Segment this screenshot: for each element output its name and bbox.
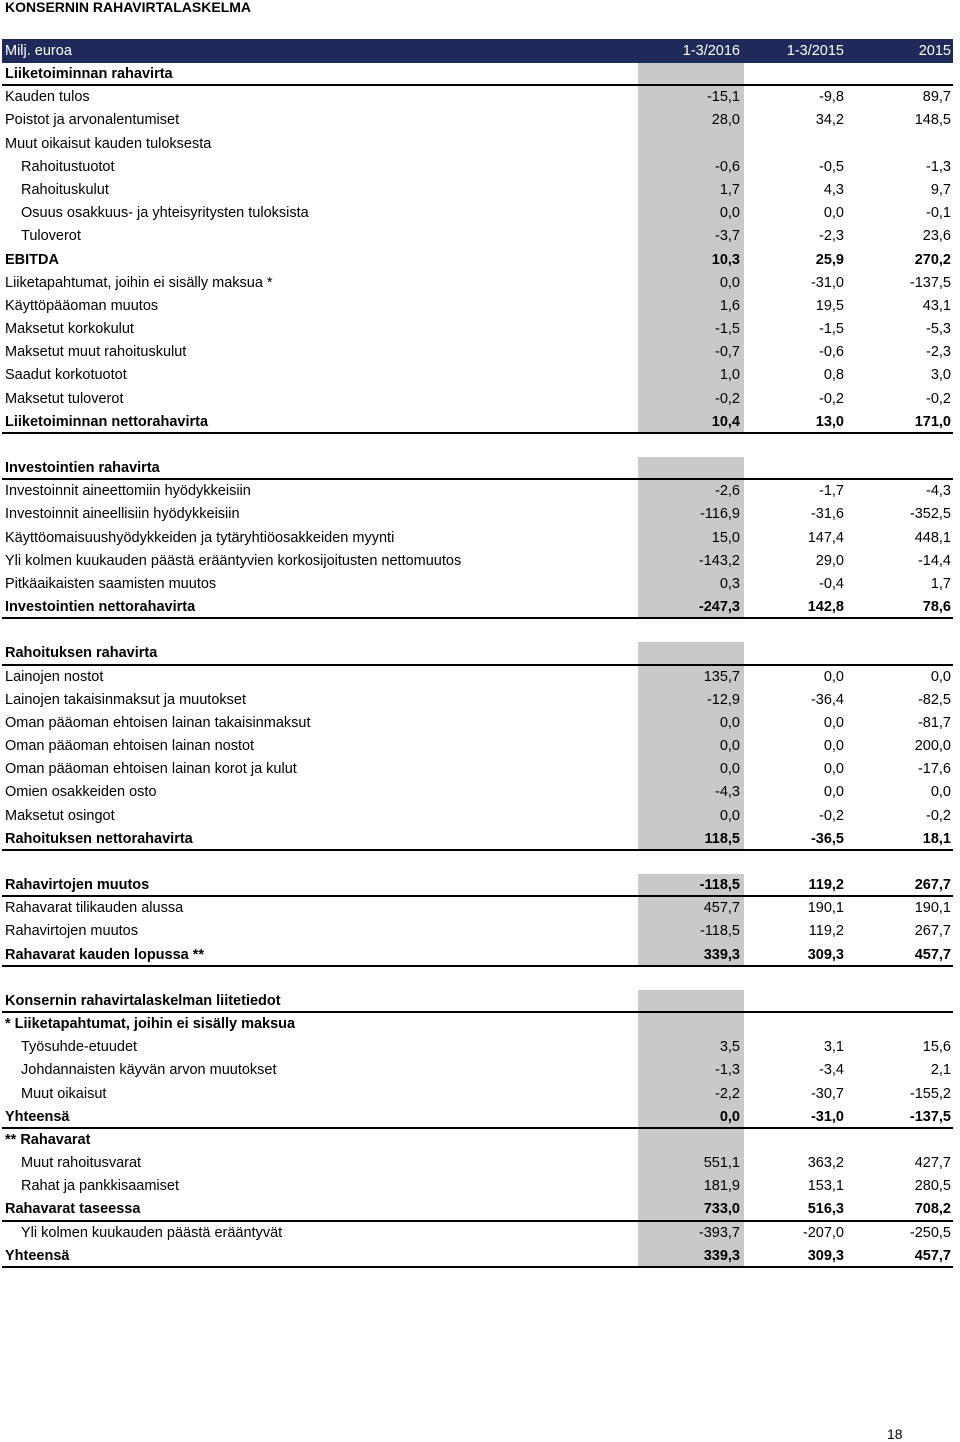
spacer-row — [2, 967, 953, 990]
row-label: Liiketapahtumat, joihin ei sisälly maksua * — [5, 274, 273, 291]
value-2015: 267,7 — [914, 877, 951, 893]
value-q1-2015: -0,2 — [819, 807, 844, 824]
value-q1-2016: 0,3 — [719, 575, 740, 592]
value-q1-2015: 0,0 — [823, 668, 844, 685]
row-label: Oman pääoman ehtoisen lainan nostot — [5, 738, 255, 755]
unit-label: Milj. euroa — [5, 43, 72, 59]
value-2015: -137,5 — [909, 274, 951, 291]
table-row — [2, 527, 953, 550]
value-q1-2015: 363,2 — [807, 1155, 844, 1172]
value-2015: -17,6 — [917, 761, 951, 778]
table-row — [2, 689, 953, 712]
row-label: Muut rahoitusvarat — [21, 1155, 142, 1172]
value-q1-2016: 118,5 — [704, 830, 740, 847]
value-2015: 427,7 — [914, 1155, 951, 1172]
row-label: Yli kolmen kuukauden päästä erääntyvien korkosijoitusten nettomuutos — [5, 552, 462, 569]
page-title: KONSERNIN RAHAVIRTALASKELMA — [5, 0, 252, 15]
value-q1-2016: -0,7 — [715, 344, 740, 361]
table-row — [2, 596, 953, 619]
value-2015: 448,1 — [914, 529, 951, 546]
value-2015: -5,3 — [926, 321, 951, 338]
value-q1-2015: -36,5 — [810, 830, 844, 847]
value-q1-2015: 19,5 — [815, 297, 844, 314]
value-2015: 9,7 — [930, 181, 951, 198]
table-row — [2, 179, 953, 202]
value-q1-2015: -1,5 — [819, 321, 844, 338]
value-2015: 23,6 — [922, 228, 951, 245]
value-q1-2016: 28,0 — [711, 112, 740, 129]
value-q1-2015: 119,2 — [808, 877, 844, 893]
table-row — [2, 1245, 953, 1268]
value-q1-2015: 147,4 — [807, 529, 844, 546]
value-q1-2016: -247,3 — [698, 599, 740, 616]
row-label: Yhteensä — [5, 1108, 70, 1125]
value-2015: -81,7 — [917, 714, 951, 731]
table-row — [2, 874, 953, 897]
row-label: * Liiketapahtumat, joihin ei sisälly maksua — [5, 1015, 296, 1032]
value-q1-2016: -15,1 — [706, 89, 740, 106]
value-q1-2015: -207,0 — [802, 1224, 844, 1241]
value-q1-2016: 135,7 — [703, 668, 740, 685]
row-label: Työsuhde-etuudet — [21, 1039, 138, 1056]
value-q1-2016: -118,5 — [699, 923, 740, 940]
value-q1-2016: 0,0 — [719, 714, 740, 731]
table-row — [2, 249, 953, 272]
row-label: Oman pääoman ehtoisen lainan takaisinmaksut — [5, 714, 311, 731]
value-2015: 270,2 — [914, 251, 951, 268]
value-q1-2015: 0,0 — [823, 738, 844, 755]
value-q1-2015: -0,4 — [819, 575, 844, 592]
row-label: Muut oikaisut kauden tuloksesta — [5, 135, 212, 152]
table-row — [2, 225, 953, 248]
table-row — [2, 1013, 953, 1036]
value-2015: 708,2 — [914, 1201, 951, 1218]
value-q1-2016: 1,7 — [719, 181, 740, 198]
value-2015: 0,0 — [930, 668, 951, 685]
value-q1-2015: -3,4 — [819, 1062, 844, 1079]
value-2015: 2,1 — [930, 1062, 951, 1079]
value-q1-2015: 516,3 — [807, 1201, 844, 1218]
table-row — [2, 364, 953, 387]
row-label: Rahoitustuotot — [21, 158, 115, 175]
row-label: Rahavirtojen muutos — [5, 877, 150, 893]
table-row — [2, 642, 953, 665]
row-label: Rahoituksen rahavirta — [5, 645, 158, 662]
table-row — [2, 202, 953, 225]
row-label: Maksetut muut rahoituskulut — [5, 344, 187, 361]
column-header-2015: 2015 — [918, 43, 951, 59]
table-row — [2, 1129, 953, 1152]
value-q1-2016: 0,0 — [719, 807, 740, 824]
value-q1-2015: -2,3 — [819, 228, 844, 245]
table-row — [2, 272, 953, 295]
table-row — [2, 805, 953, 828]
value-q1-2016: 457,7 — [703, 900, 740, 917]
row-label: Lainojen nostot — [5, 668, 104, 685]
value-q1-2016: 339,3 — [703, 946, 740, 963]
value-2015: -0,2 — [926, 807, 951, 824]
row-label: Yhteensä — [5, 1247, 70, 1264]
value-q1-2016: 0,0 — [719, 738, 740, 755]
value-q1-2016: 10,3 — [711, 251, 740, 268]
value-q1-2016: 733,0 — [703, 1201, 740, 1218]
row-label: Lainojen takaisinmaksut ja muutokset — [5, 691, 246, 708]
table-row — [2, 1036, 953, 1059]
value-2015: -0,2 — [926, 390, 951, 407]
value-2015: 267,7 — [914, 923, 951, 940]
value-q1-2016: -2,6 — [715, 483, 740, 500]
row-label: Rahoituskulut — [21, 181, 109, 198]
row-label: Investointien nettorahavirta — [5, 599, 196, 616]
spacer-row — [2, 619, 953, 642]
value-q1-2015: 153,1 — [807, 1178, 844, 1195]
row-label: Investointien rahavirta — [5, 460, 160, 476]
table-row — [2, 1059, 953, 1082]
value-2015: -2,3 — [926, 344, 951, 361]
page-number: 18 — [887, 1426, 903, 1442]
value-2015: 1,7 — [930, 575, 951, 592]
table-row — [2, 1175, 953, 1198]
table-row — [2, 133, 953, 156]
table-row — [2, 735, 953, 758]
row-label: Maksetut korkokulut — [5, 321, 134, 338]
table-row — [2, 109, 953, 132]
value-q1-2016: 0,0 — [719, 205, 740, 222]
value-q1-2015: 0,0 — [823, 714, 844, 731]
table-row — [2, 897, 953, 920]
value-q1-2016: -0,6 — [715, 158, 740, 175]
value-q1-2015: -31,6 — [810, 506, 844, 523]
table-row — [2, 457, 953, 480]
value-2015: -1,3 — [926, 158, 951, 175]
value-2015: -0,1 — [926, 205, 951, 222]
row-label: EBITDA — [5, 251, 59, 268]
row-label: Poistot ja arvonalentumiset — [5, 112, 180, 129]
row-label: Investoinnit aineellisiin hyödykkeisiin — [5, 506, 240, 523]
value-2015: 148,5 — [914, 112, 951, 129]
value-q1-2015: 190,1 — [807, 900, 844, 917]
row-label: Maksetut osingot — [5, 807, 115, 824]
value-2015: 190,1 — [914, 900, 951, 917]
table-row — [2, 712, 953, 735]
value-2015: -82,5 — [917, 691, 951, 708]
value-2015: 3,0 — [930, 367, 951, 384]
row-label: Liiketoiminnan rahavirta — [5, 66, 173, 82]
spacer-row — [2, 434, 953, 457]
value-q1-2015: -1,7 — [819, 483, 844, 500]
value-q1-2016: -3,7 — [715, 228, 740, 245]
value-2015: 18,1 — [922, 830, 951, 847]
row-label: Rahoituksen nettorahavirta — [5, 830, 193, 847]
value-2015: 200,0 — [914, 738, 951, 755]
row-label: Rahat ja pankkisaamiset — [21, 1178, 179, 1195]
value-q1-2015: 309,3 — [807, 946, 844, 963]
row-label: ** Rahavarat — [5, 1131, 91, 1148]
table-row — [2, 781, 953, 804]
value-2015: -14,4 — [917, 552, 951, 569]
table-row — [2, 1222, 953, 1245]
row-label: Käyttöpääoman muutos — [5, 297, 159, 314]
row-label: Muut oikaisut — [21, 1085, 107, 1102]
table-header-row — [2, 39, 953, 63]
row-label: Liiketoiminnan nettorahavirta — [5, 413, 209, 430]
row-label: Rahavarat taseessa — [5, 1201, 141, 1218]
value-q1-2016: 0,0 — [719, 761, 740, 778]
value-q1-2015: 0,8 — [823, 367, 844, 384]
value-q1-2016: -143,2 — [698, 552, 740, 569]
value-q1-2016: -1,3 — [715, 1062, 740, 1079]
value-q1-2015: -0,5 — [819, 158, 844, 175]
table-row — [2, 63, 953, 86]
row-label: Omien osakkeiden osto — [5, 784, 157, 801]
value-2015: 171,0 — [914, 413, 951, 430]
value-q1-2016: -118,5 — [699, 877, 740, 893]
value-q1-2015: -0,2 — [819, 390, 844, 407]
value-2015: -137,5 — [909, 1108, 951, 1125]
row-label: Johdannaisten käyvän arvon muutokset — [21, 1062, 277, 1079]
table-row — [2, 341, 953, 364]
value-q1-2016: 10,4 — [711, 413, 740, 430]
value-q1-2015: 4,3 — [823, 181, 844, 198]
table-row — [2, 666, 953, 689]
value-q1-2015: -30,7 — [810, 1085, 844, 1102]
value-2015: 89,7 — [922, 89, 951, 106]
table-row — [2, 295, 953, 318]
row-label: Rahavarat kauden lopussa ** — [5, 946, 205, 963]
table-row — [2, 920, 953, 943]
table-row — [2, 86, 953, 109]
value-q1-2016: 3,5 — [719, 1039, 740, 1056]
value-q1-2015: 119,2 — [808, 923, 844, 940]
value-2015: 0,0 — [930, 784, 951, 801]
value-q1-2015: 3,1 — [823, 1039, 844, 1056]
value-q1-2016: -12,9 — [706, 691, 740, 708]
row-label: Saadut korkotuotot — [5, 367, 127, 384]
table-row — [2, 990, 953, 1013]
row-label: Rahavirtojen muutos — [5, 923, 138, 940]
row-label: Tuloverot — [21, 228, 81, 245]
value-2015: -4,3 — [926, 483, 951, 500]
value-q1-2015: -31,0 — [810, 1108, 844, 1125]
table-row — [2, 1106, 953, 1129]
value-q1-2015: 13,0 — [815, 413, 844, 430]
spacer-row — [2, 851, 953, 874]
value-q1-2016: -0,2 — [715, 390, 740, 407]
value-2015: 78,6 — [922, 599, 951, 616]
value-q1-2015: 25,9 — [815, 251, 844, 268]
row-label: Osuus osakkuus- ja yhteisyritysten tuloksista — [21, 205, 309, 222]
value-2015: 457,7 — [914, 1247, 951, 1264]
table-row — [2, 388, 953, 411]
row-label: Maksetut tuloverot — [5, 390, 124, 407]
row-label: Rahavarat tilikauden alussa — [5, 900, 184, 917]
table-row — [2, 573, 953, 596]
value-2015: 280,5 — [914, 1178, 951, 1195]
table-row — [2, 758, 953, 781]
table-row — [2, 944, 953, 967]
row-label: Investoinnit aineettomiin hyödykkeisiin — [5, 483, 251, 500]
value-q1-2016: 551,1 — [703, 1155, 740, 1172]
value-q1-2016: -1,5 — [715, 321, 740, 338]
value-q1-2016: -116,9 — [699, 506, 740, 523]
row-label: Oman pääoman ehtoisen lainan korot ja kulut — [5, 761, 297, 778]
value-q1-2016: -2,2 — [715, 1085, 740, 1102]
table-row — [2, 550, 953, 573]
row-label: Pitkäaikaisten saamisten muutos — [5, 575, 217, 592]
row-label: Käyttöomaisuushyödykkeiden ja tytäryhtiöosakkeiden myynti — [5, 529, 395, 546]
value-2015: -352,5 — [909, 506, 951, 523]
cash-flow-table — [2, 39, 953, 1268]
value-2015: 43,1 — [922, 297, 951, 314]
value-q1-2015: -9,8 — [819, 89, 844, 106]
column-header-q1-2015: 1-3/2015 — [786, 43, 844, 59]
value-q1-2015: 0,0 — [823, 784, 844, 801]
value-q1-2016: 181,9 — [703, 1178, 740, 1195]
value-q1-2016: 0,0 — [719, 1108, 740, 1125]
value-q1-2015: -31,0 — [810, 274, 844, 291]
value-q1-2016: 0,0 — [719, 274, 740, 291]
row-label: Kauden tulos — [5, 89, 90, 106]
table-row — [2, 1198, 953, 1221]
row-label: Konsernin rahavirtalaskelman liitetiedot — [5, 992, 281, 1009]
value-q1-2015: 29,0 — [815, 552, 844, 569]
value-q1-2016: -4,3 — [715, 784, 740, 801]
value-2015: -155,2 — [909, 1085, 951, 1102]
value-q1-2015: 0,0 — [823, 761, 844, 778]
table-row — [2, 1083, 953, 1106]
value-q1-2015: 309,3 — [807, 1247, 844, 1264]
value-q1-2015: 142,8 — [807, 599, 844, 616]
value-2015: 457,7 — [914, 946, 951, 963]
table-row — [2, 411, 953, 434]
table-row — [2, 1152, 953, 1175]
row-label: Yli kolmen kuukauden päästä erääntyvät — [21, 1224, 283, 1241]
value-q1-2015: -0,6 — [819, 344, 844, 361]
table-row — [2, 480, 953, 503]
value-q1-2015: 34,2 — [815, 112, 844, 129]
table-row — [2, 318, 953, 341]
value-2015: -250,5 — [909, 1224, 951, 1241]
value-q1-2015: 0,0 — [823, 205, 844, 222]
column-header-q1-2016: 1-3/2016 — [682, 43, 740, 59]
value-q1-2016: 1,0 — [719, 367, 740, 384]
value-q1-2016: 15,0 — [711, 529, 740, 546]
value-q1-2016: 339,3 — [703, 1247, 740, 1264]
table-row — [2, 503, 953, 526]
value-q1-2016: 1,6 — [719, 297, 740, 314]
table-row — [2, 156, 953, 179]
value-q1-2015: -36,4 — [810, 691, 844, 708]
table-row — [2, 828, 953, 851]
value-q1-2016: -393,7 — [698, 1224, 740, 1241]
value-2015: 15,6 — [922, 1039, 951, 1056]
